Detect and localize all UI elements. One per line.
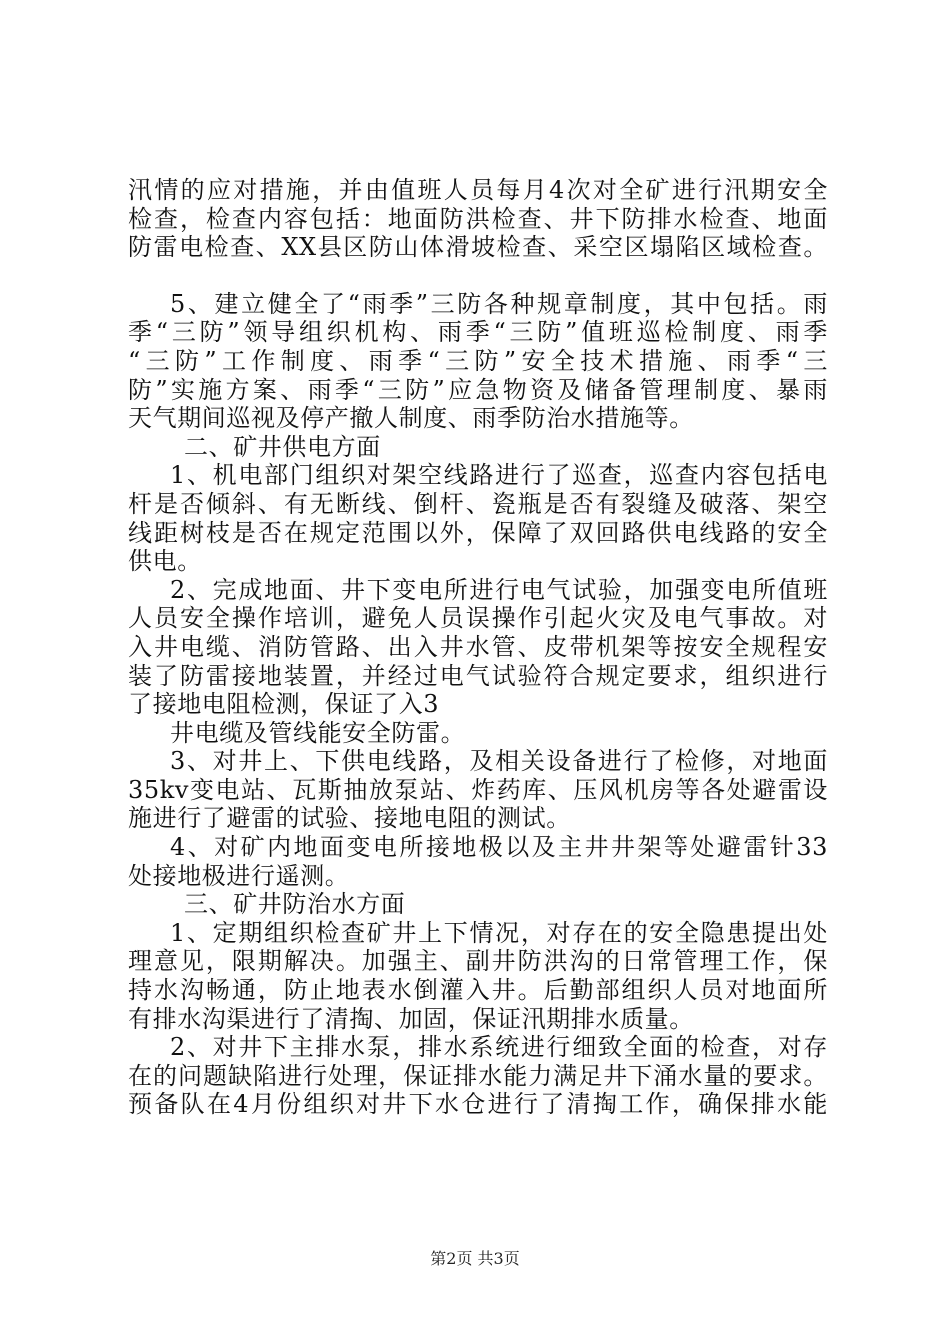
paragraph-gap [128, 262, 828, 290]
section-heading: 三、矿井防治水方面 [184, 890, 406, 919]
text-line: 理意见，限期解决。加强主、副井防洪沟的日常管理工作，保 [128, 947, 828, 976]
text-line: 在的问题缺陷进行处理，保证排水能力满足井下涌水量的要求。 [128, 1061, 828, 1090]
text-line: 季“三防”领导组织机构、雨季“三防”值班巡检制度、雨季 [128, 318, 828, 347]
text-line: 防”实施方案、雨季“三防”应急物资及储备管理制度、暴雨 [128, 375, 828, 404]
text-line: 人员安全操作培训，避免人员误操作引起火灾及电气事故。对 [128, 604, 828, 633]
text-line: 有排水沟渠进行了清掏、加固，保证汛期排水质量。 [128, 1004, 694, 1033]
text-line: 1、机电部门组织对架空线路进行了巡查，巡查内容包括电 [170, 461, 828, 490]
text-line: 1、定期组织检查矿井上下情况，对存在的安全隐患提出处 [170, 918, 828, 947]
page-number-label: 第2页 共3页 [430, 1249, 520, 1268]
text-line: “三防”工作制度、雨季“三防”安全技术措施、雨季“三 [128, 346, 828, 375]
text-line: 5、建立健全了“雨季”三防各种规章制度，其中包括。雨 [170, 289, 828, 318]
page-footer [0, 1246, 950, 1269]
text-line: 处接地极进行遥测。 [128, 861, 350, 890]
text-line: 了接地电阻检测，保证了入3 [128, 690, 440, 719]
text-line: 汛情的应对措施，并由值班人员每月4次对全矿进行汛期安全 [128, 176, 828, 204]
text-line: 2、完成地面、井下变电所进行电气试验，加强变电所值班 [170, 575, 828, 604]
text-line: 入井电缆、消防管路、出入井水管、皮带机架等按安全规程安 [128, 632, 828, 661]
text-line: 预备队在4月份组织对井下水仓进行了清掏工作，确保排水能 [128, 1090, 828, 1119]
text-line: 天气期间巡视及停产撤人制度、雨季防治水措施等。 [128, 404, 694, 433]
text-line: 施进行了避雷的试验、接地电阻的测试。 [128, 804, 571, 833]
text-line: 35kv变电站、瓦斯抽放泵站、炸药库、压风机房等各处避雷设 [128, 775, 828, 804]
text-line: 持水沟畅通，防止地表水倒灌入井。后勤部组织人员对地面所 [128, 976, 828, 1005]
text-line: 井电缆及管线能安全防雷。 [170, 718, 466, 747]
text-line: 2、对井下主排水泵，排水系统进行细致全面的检查，对存 [170, 1033, 828, 1062]
text-line: 线距树枝是否在规定范围以外，保障了双回路供电线路的安全 [128, 518, 828, 547]
text-line: 杆是否倾斜、有无断线、倒杆、瓷瓶是否有裂缝及破落、架空 [128, 489, 828, 518]
text-line: 3、对井上、下供电线路，及相关设备进行了检修，对地面 [170, 747, 828, 776]
section-heading: 二、矿井供电方面 [184, 432, 381, 461]
text-line: 检查，检查内容包括：地面防洪检查、井下防排水检查、地面 [128, 204, 828, 233]
text-line: 供电。 [128, 547, 202, 576]
text-line: 4、对矿内地面变电所接地极以及主井井架等处避雷针33 [170, 833, 828, 862]
document-body [128, 176, 828, 1119]
text-line: 装了防雷接地装置，并经过电气试验符合规定要求，组织进行 [128, 661, 828, 690]
text-line: 防雷电检查、XX县区防山体滑坡检查、采空区塌陷区域检查。 [128, 233, 828, 262]
